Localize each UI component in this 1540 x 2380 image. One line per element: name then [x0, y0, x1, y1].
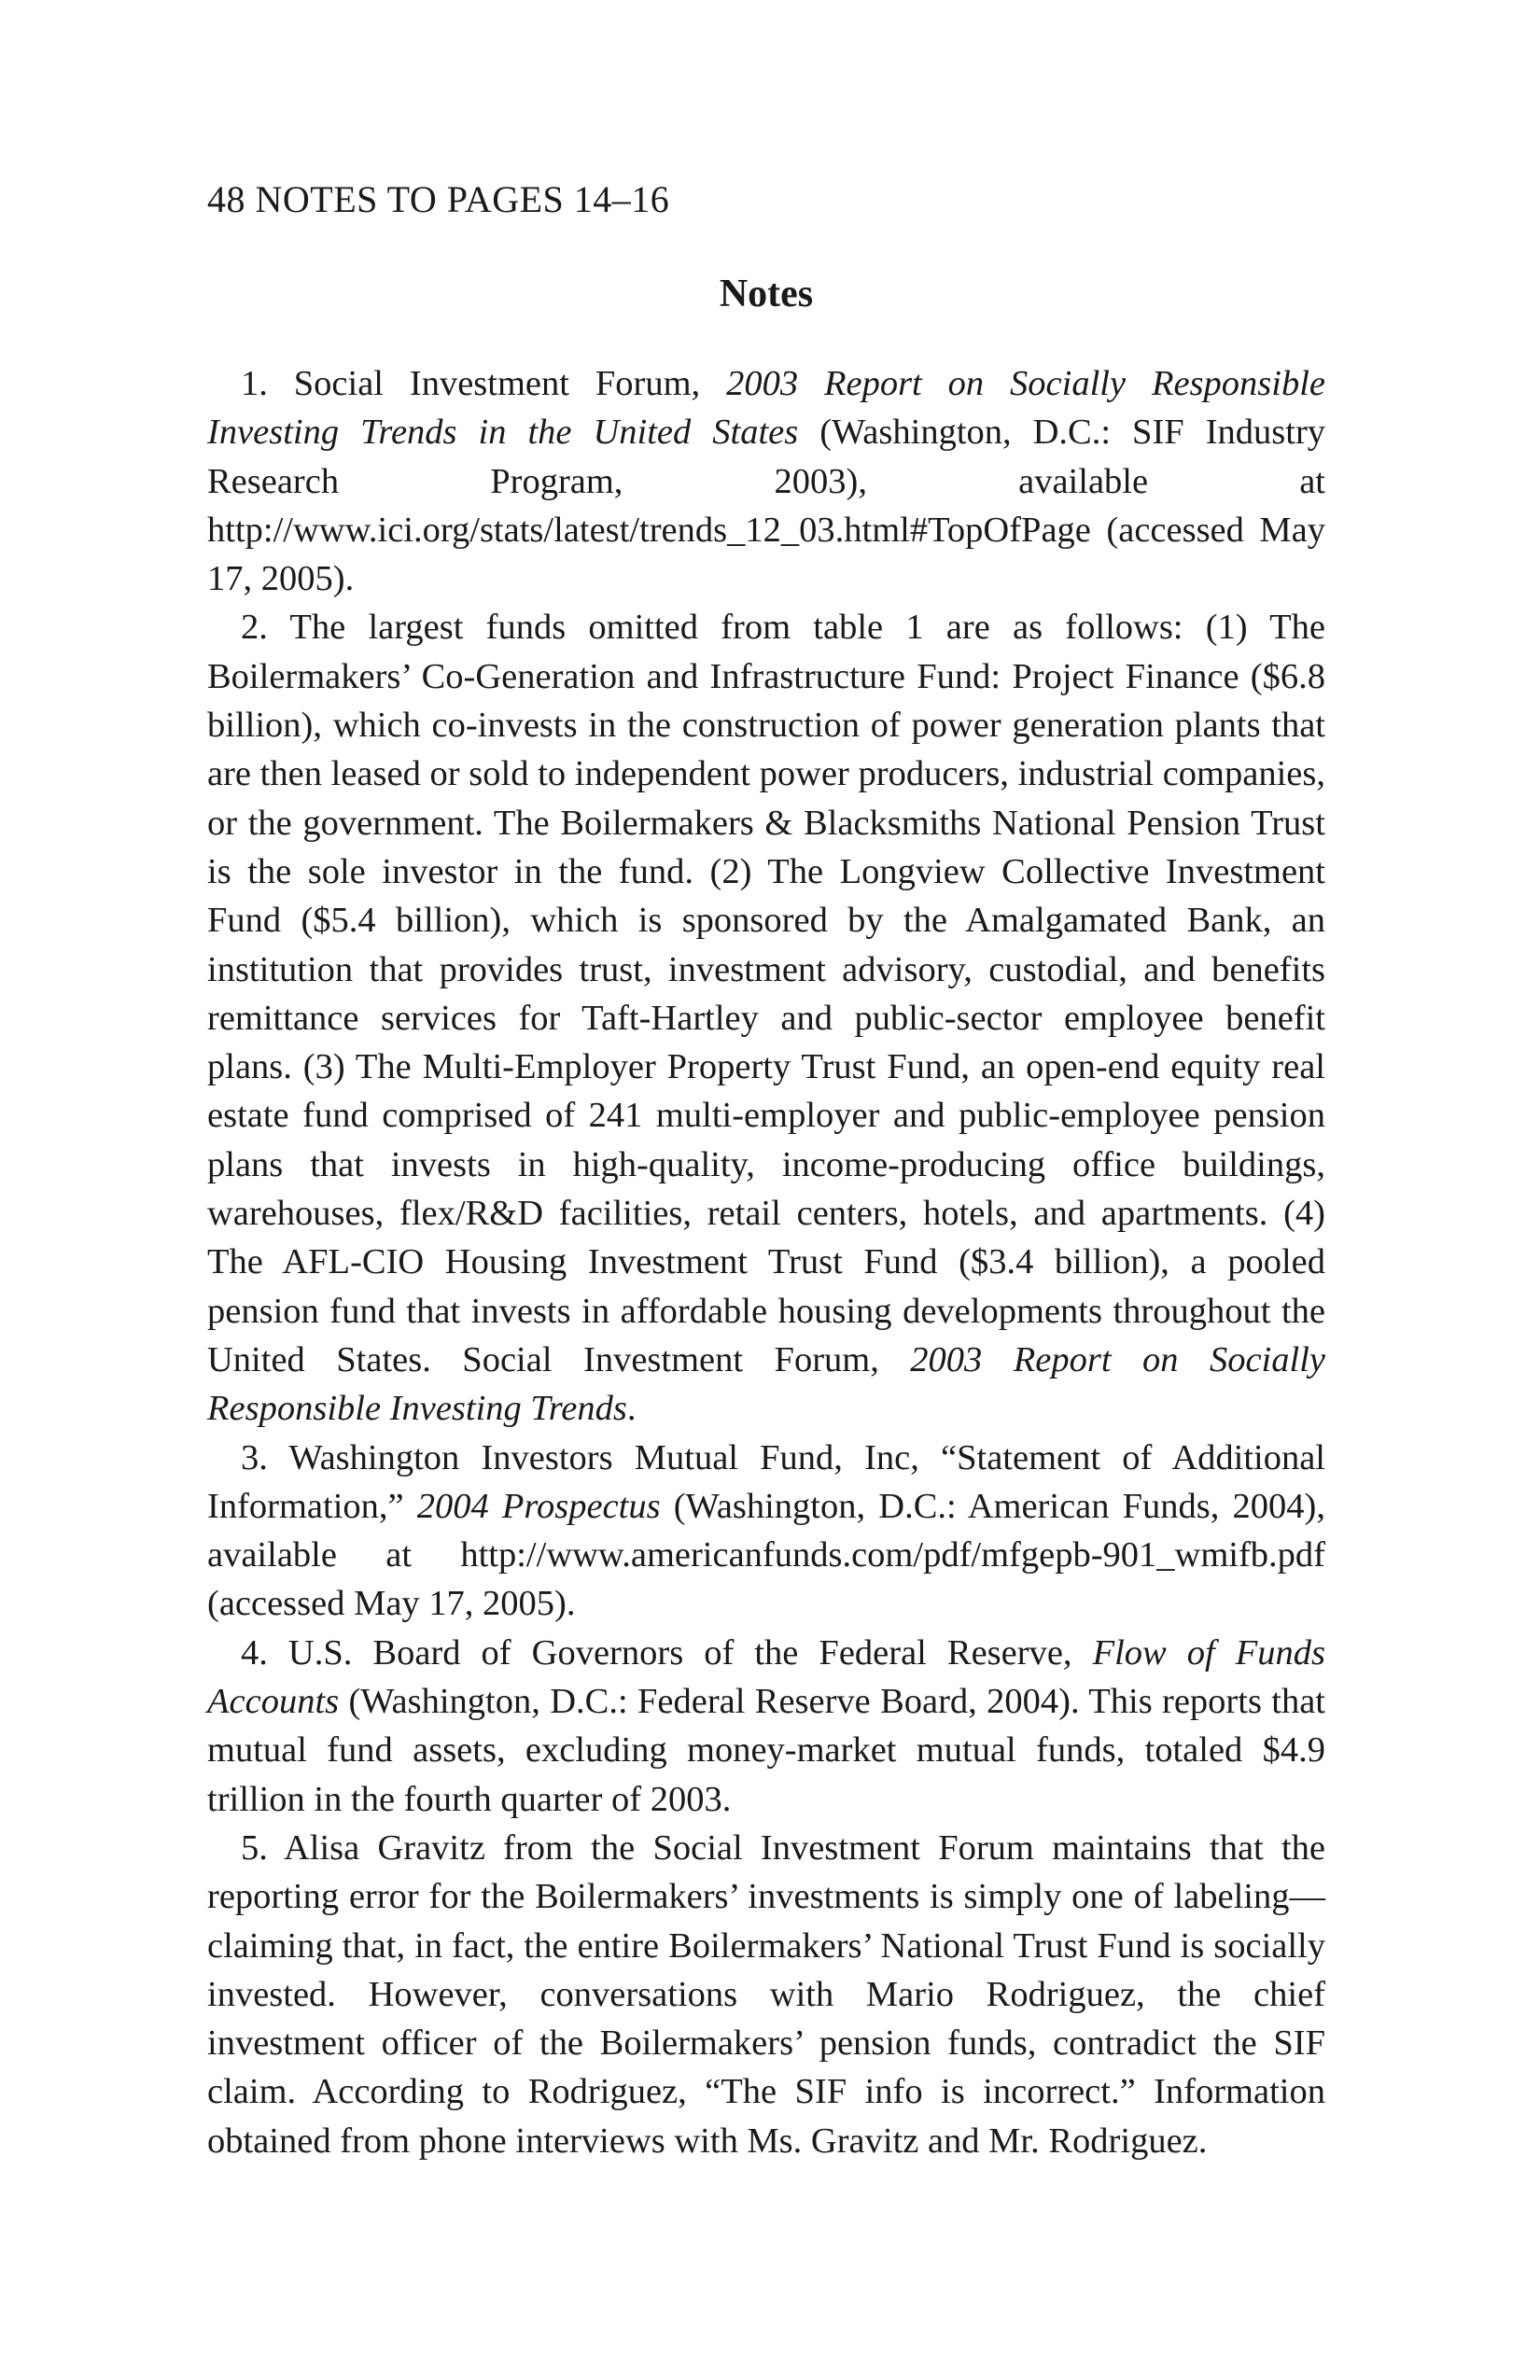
note-2 — [207, 603, 1325, 1433]
note-1 — [207, 359, 1325, 603]
note-italic-title: 2003 Report on Socially Responsible Investing Trends — [207, 1339, 1325, 1429]
note-number: 3. — [241, 1437, 268, 1477]
note-number: 1. — [241, 364, 268, 403]
note-text: (Washington, D.C.: American Funds, 2004), available at http://www.americanfunds.com/pdf/mfgepb-901_wmifb.pdf (accessed May 17, 2005). — [207, 1486, 1325, 1624]
note-4 — [207, 1629, 1325, 1824]
note-text: (Washington, D.C.: SIF Industry Research Program, 2003), available at http://www.ici.org/stats/latest/trends_12_03.html#TopOfPage (accessed May 17, 2005). — [207, 413, 1326, 599]
note-3 — [207, 1434, 1325, 1629]
book-page — [207, 177, 1325, 2165]
note-number: 2. — [241, 608, 268, 648]
note-text: Social Investment Forum, — [267, 364, 727, 403]
note-text: Alisa Gravitz from the Social Investment Forum maintains that the reporting error for the Boilermakers’ investments is simply one of labeling—claiming that, in fact, the entire Boilermakers’ National Trust Fund is socially invested. However, conversations with Mario Rodriguez, the chief investment officer of the Boilermakers’ pension funds, contradict the SIF claim. According to Rodriguez, “The SIF info is incorrect.” Information obtained from phone interviews with Ms. Gravitz and Mr. Rodriguez. — [207, 1827, 1325, 2161]
note-italic-title: 2004 Prospectus — [416, 1486, 661, 1526]
note-5 — [207, 1824, 1325, 2165]
note-number: 4. — [241, 1632, 268, 1673]
note-text: The largest funds omitted from table 1 are as follows: (1) The Boilermakers’ Co-Generation and Infrastructure Fund: Project Finance ($6.8 billion), which co-invests in the construction of power generation plants that are then leased or sold to independent power producers, industrial companies, or the government. The Boilermakers & Blacksmiths National Pension Trust is the sole investor in the fund. (2) The Longview Collective Investment Fund ($5.4 billion), which is sponsored by the Amalgamated Bank, an institution that provides trust, investment advisory, custodial, and benefits remittance services for Taft-Hartley and public-sector employee benefit plans. (3) The Multi-Employer Property Trust Fund, an open-end equity real estate fund comprised of 241 multi-employer and public-employee pension plans that invests in high-quality, income-producing office buildings, warehouses, flex/R&D facilities, retail centers, hotels, and apartments. (4) The AFL-CIO Housing Investment Trust Fund ($3.4 billion), a pooled pension fund that invests in affordable housing developments throughout the United States. Social Investment Forum, — [207, 608, 1325, 1379]
note-text: (Washington, D.C.: Federal Reserve Board, 2004). This reports that mutual fund assets, excluding money-market mutual funds, totaled $4.9 trillion in the fourth quarter of 2003. — [207, 1682, 1325, 1819]
running-head: 48 NOTES TO PAGES 14–16 — [207, 178, 670, 220]
section-title: Notes — [719, 273, 814, 315]
note-number: 5. — [241, 1827, 268, 1868]
note-text: Washington Investors Mutual Fund, Inc, “Statement of Additional Information,” — [207, 1437, 1325, 1526]
note-text: U.S. Board of Governors of the Federal Reserve, — [267, 1632, 1093, 1673]
note-text: . — [626, 1389, 637, 1429]
note-italic-title: Flow of Funds Accounts — [207, 1632, 1326, 1722]
note-italic-title: 2003 Report on Socially Responsible Investing Trends in the United States — [207, 364, 1325, 453]
